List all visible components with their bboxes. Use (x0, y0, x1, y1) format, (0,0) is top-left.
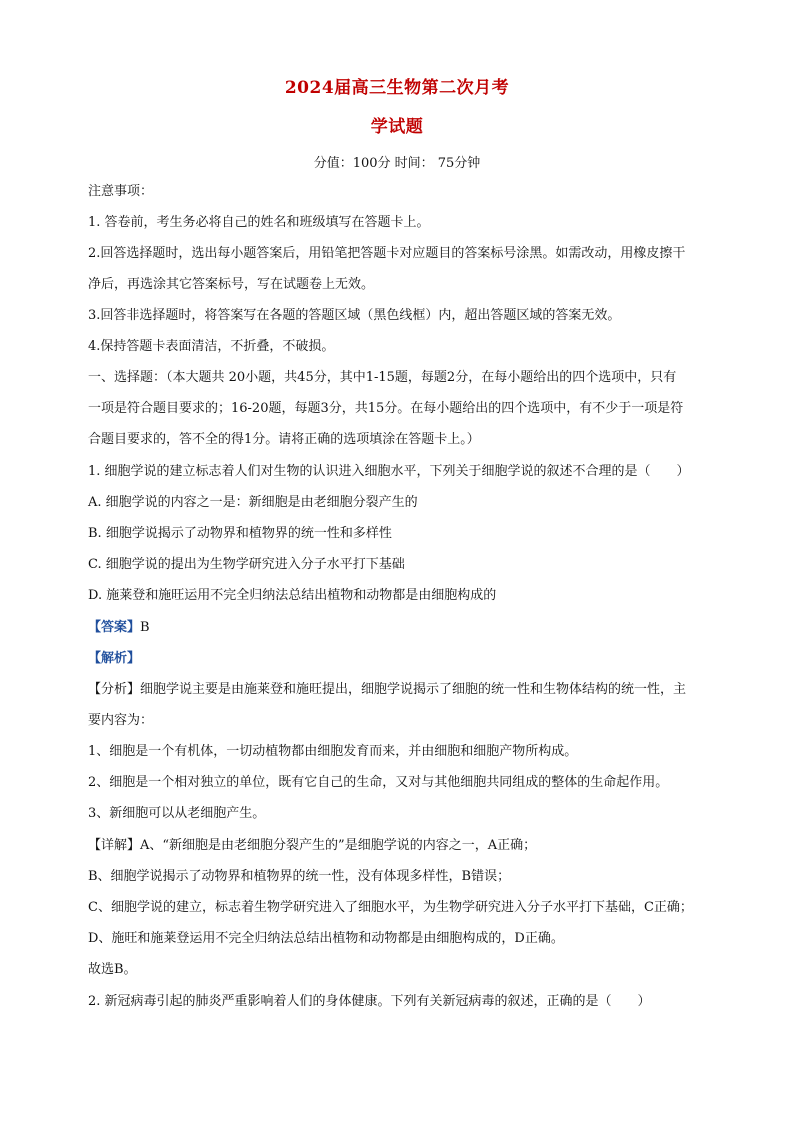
section-instructions: 一、选择题：（本大题共 20小题，共45分，其中1-15题，每题2分，在每小题给出的四个选项中，只有 (88, 370, 677, 385)
section-instructions: 一项是符合题目要求的；16-20题，每题3分，共15分。在每小题给出的四个选项中，有不少于一项是符 (88, 401, 684, 416)
analysis-line (88, 651, 720, 667)
detail-line: D、施旺和施莱登运用不完全归纳法总结出植物和动物都是由细胞构成的，D正确。 (88, 931, 564, 946)
xiangjie-text: A、“新细胞是由老细胞分裂产生的”是细胞学说的内容之一，A正确； (140, 838, 537, 853)
conclusion-line: 故选B。 (88, 962, 137, 977)
question-option: C. 细胞学说的提出为生物学研究进入分子水平打下基础 (88, 557, 405, 572)
detail-line: B、细胞学说揭示了动物界和植物界的统一性，没有体现多样性，B错误； (88, 869, 511, 884)
answer-tag: 【答案】 (88, 620, 141, 635)
note-item: 3.回答非选择题时，将答案写在各题的答题区域（黑色线框）内，超出答题区域的答案无效。 (88, 308, 621, 323)
detail-line: C、细胞学说的建立，标志着生物学研究进入了细胞水平，为生物学研究进入分子水平打下基础，C正确； (88, 900, 693, 915)
question-option: D. 施莱登和施旺运用不完全归纳法总结出植物和动物都是由细胞构成的 (88, 588, 497, 603)
exam-subtitle: 学试题 (370, 117, 424, 137)
exam-meta: 分值：100分 时间： 75分钟 (313, 156, 481, 171)
note-item: 1. 答卷前，考生务必将自己的姓名和班级填写在答题卡上。 (88, 215, 430, 230)
question-option: A. 细胞学说的内容之一是：新细胞是由老细胞分裂产生的 (88, 495, 418, 510)
analysis-point: 1、细胞是一个有机体，一切动植物都由细胞发育而来，并由细胞和细胞产物所构成。 (88, 744, 578, 759)
analysis-point: 2、细胞是一个相对独立的单位，既有它自己的生命，又对与其他细胞共同组成的整体的生命起作用。 (88, 775, 669, 790)
analysis-point: 3、新细胞可以从老细胞产生。 (88, 806, 266, 821)
question-option: B. 细胞学说揭示了动物界和植物界的统一性和多样性 (88, 526, 392, 541)
analysis-tag: 【解析】 (88, 651, 141, 666)
fenxi-text: 要内容为： (88, 713, 154, 728)
fenxi-line (88, 682, 720, 698)
answer-value: B (140, 620, 150, 635)
section-instructions: 合题目要求的，答不全的得1分。请将正确的选项填涂在答题卡上。） (88, 432, 480, 447)
note-item: 净后，再选涂其它答案标号，写在试题卷上无效。 (88, 277, 375, 292)
xiangjie-tag: 【详解】 (88, 838, 141, 853)
xiangjie-line (88, 838, 720, 854)
fenxi-text: 细胞学说主要是由施莱登和施旺提出，细胞学说揭示了细胞的统一性和生物体结构的统一性，主 (140, 682, 687, 697)
notes-heading: 注意事项： (88, 184, 154, 199)
question-stem: 1. 细胞学说的建立标志着人们对生物的认识进入细胞水平，下列关于细胞学说的叙述不合理的是（ ） (88, 464, 690, 479)
fenxi-tag: 【分析】 (88, 682, 141, 697)
exam-title: 2024届高三生物第二次月考 (284, 78, 510, 98)
question-stem: 2. 新冠病毒引起的肺炎严重影响着人们的身体健康。下列有关新冠病毒的叙述，正确的是（ ） (88, 994, 651, 1009)
note-item: 4.保持答题卡表面清洁，不折叠，不破损。 (88, 339, 335, 354)
answer-line (88, 620, 720, 636)
note-item: 2.回答选择题时，选出每小题答案后，用铅笔把答题卡对应题目的答案标号涂黑。如需改动，用橡皮擦干 (88, 246, 686, 261)
